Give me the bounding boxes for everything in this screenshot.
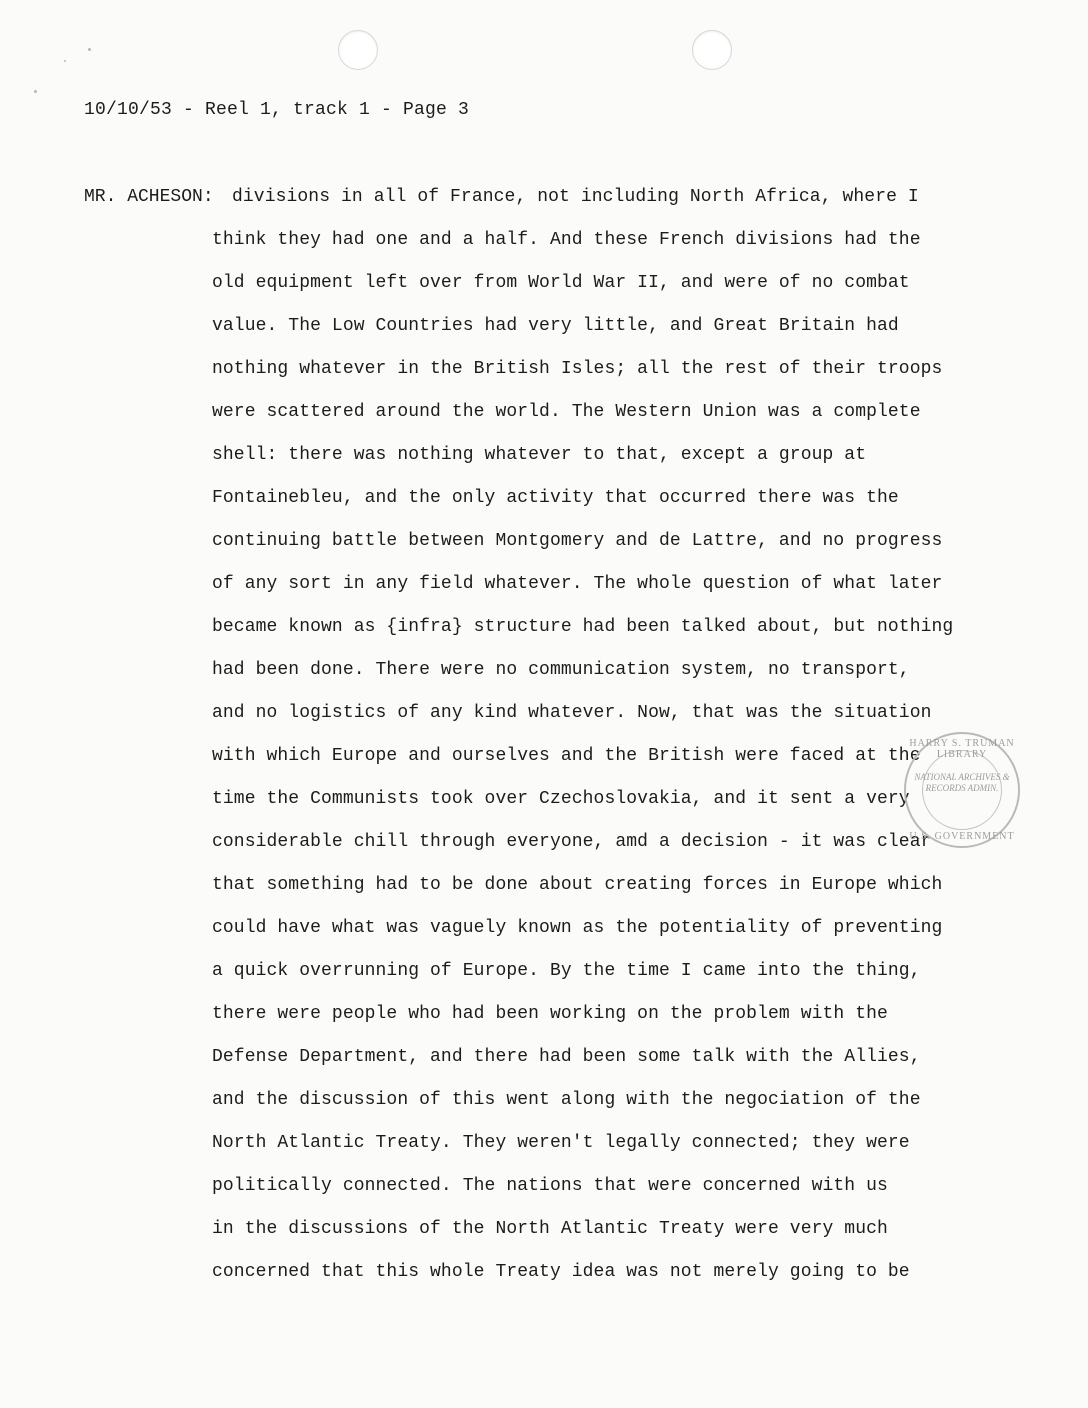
transcript-line: think they had one and a half. And these French divisions had the <box>212 230 921 250</box>
transcript-line: had been done. There were no communication system, no transport, <box>212 660 910 680</box>
transcript-line: continuing battle between Montgomery and de Lattre, and no progress <box>212 531 943 551</box>
archive-stamp-bottom-text: U.S. GOVERNMENT <box>909 831 1015 842</box>
transcript-line: could have what was vaguely known as the potentiality of preventing <box>212 918 943 938</box>
paper-speck <box>88 48 91 51</box>
punch-hole-left <box>338 30 378 70</box>
transcript-line: considerable chill through everyone, amd a decision - it was clear <box>212 832 932 852</box>
archive-stamp <box>904 732 1020 848</box>
archive-stamp-top-text: HARRY S. TRUMAN LIBRARY <box>909 738 1015 760</box>
transcript-line: Defense Department, and there had been some talk with the Allies, <box>212 1047 921 1067</box>
transcript-line: that something had to be done about creating forces in Europe which <box>212 875 943 895</box>
paper-speck <box>34 90 37 93</box>
transcript-line: Fontainebleu, and the only activity that occurred there was the <box>212 488 899 508</box>
archive-stamp-center-text: NATIONAL ARCHIVES & RECORDS ADMIN. <box>914 772 1010 793</box>
transcript-line: value. The Low Countries had very little, and Great Britain had <box>212 316 899 336</box>
transcript-line: divisions in all of France, not including North Africa, where I <box>232 187 919 207</box>
transcript-line: shell: there was nothing whatever to that, except a group at <box>212 445 867 465</box>
transcript-line: and no logistics of any kind whatever. Now, that was the situation <box>212 703 932 723</box>
transcript-line: politically connected. The nations that were concerned with us <box>212 1176 888 1196</box>
transcript-line: in the discussions of the North Atlantic Treaty were very much <box>212 1219 888 1239</box>
transcript-line: North Atlantic Treaty. They weren't legally connected; they were <box>212 1133 910 1153</box>
transcript-line: became known as {infra} structure had been talked about, but nothing <box>212 617 954 637</box>
transcript-line: time the Communists took over Czechoslovakia, and it sent a very <box>212 789 910 809</box>
transcript-line: old equipment left over from World War II, and were of no combat <box>212 273 910 293</box>
transcript-line: and the discussion of this went along with the negociation of the <box>212 1090 921 1110</box>
transcript-line: concerned that this whole Treaty idea was not merely going to be <box>212 1262 910 1282</box>
speaker-label: MR. ACHESON: <box>84 187 214 207</box>
transcript-line: a quick overrunning of Europe. By the time I came into the thing, <box>212 961 921 981</box>
punch-hole-right <box>692 30 732 70</box>
transcript-line: there were people who had been working on the problem with the <box>212 1004 888 1024</box>
transcript-line: were scattered around the world. The Western Union was a complete <box>212 402 921 422</box>
paper-speck <box>64 60 66 62</box>
transcript-line: of any sort in any field whatever. The whole question of what later <box>212 574 943 594</box>
transcript-line: nothing whatever in the British Isles; all the rest of their troops <box>212 359 943 379</box>
transcript-line: with which Europe and ourselves and the British were faced at the <box>212 746 921 766</box>
page-header: 10/10/53 - Reel 1, track 1 - Page 3 <box>84 100 470 120</box>
